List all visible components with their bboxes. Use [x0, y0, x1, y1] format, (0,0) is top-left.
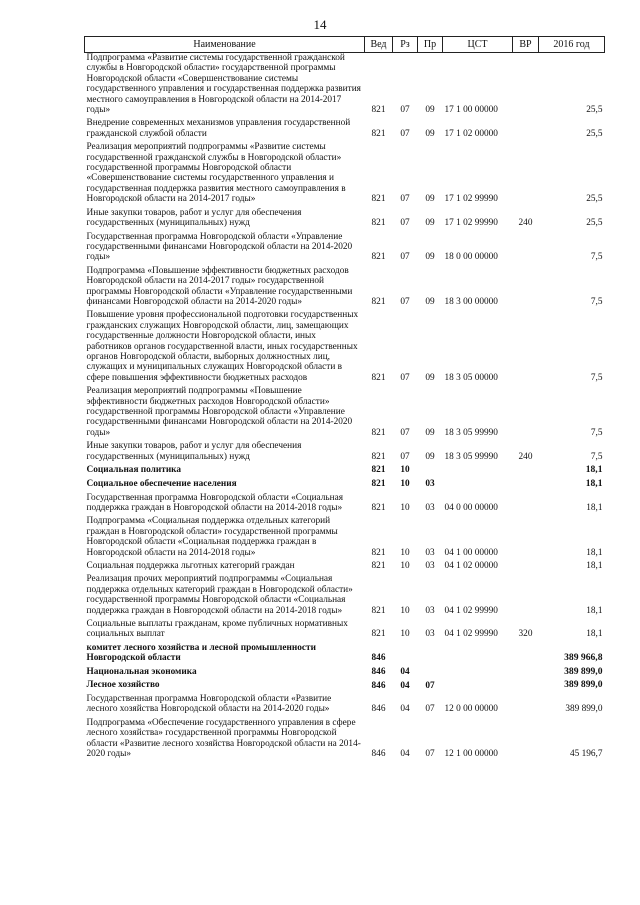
cell-name: Социальные выплаты гражданам, кроме публичных нормативных социальных выплат — [86, 618, 348, 640]
cell-ved: 821 — [371, 105, 386, 116]
cell-rz: 07 — [400, 105, 410, 116]
cell-vr — [513, 266, 539, 311]
header-vr: ВР — [513, 37, 539, 53]
header-rz: Рз — [393, 37, 418, 53]
cell-vr: 240 — [518, 451, 533, 462]
cell-vr — [513, 479, 539, 493]
cell-vr — [513, 465, 539, 479]
cell-name: Социальное обеспечение населения — [86, 478, 237, 489]
cell-cst: 04 1 02 99990 — [444, 605, 498, 616]
cell-rz: 04 — [400, 680, 410, 691]
cell-ved: 821 — [371, 465, 386, 476]
cell-name: Подпрограмма «Обеспечение государственного управления в сфере лесного хозяйства» государственной программы Новгородской области «Развитие лесного хозяйства Новгородской области на 2014-2020 годы» — [86, 717, 361, 760]
cell-ved: 846 — [371, 653, 386, 664]
cell-cst — [443, 667, 513, 681]
cell-vr — [513, 561, 539, 574]
cell-sum: 18,1 — [586, 502, 603, 513]
cell-sum: 18,1 — [586, 605, 603, 616]
cell-name: Внедрение современных механизмов управления государственной гражданской службой области — [86, 118, 351, 139]
cell-rz: 04 — [400, 749, 410, 760]
cell-pr: 09 — [425, 252, 435, 263]
cell-rz: 07 — [400, 296, 410, 307]
cell-rz: 07 — [400, 372, 410, 383]
table-row — [85, 561, 605, 574]
cell-ved: 821 — [371, 451, 386, 462]
table-row — [85, 465, 605, 479]
cell-sum: 25,5 — [586, 105, 603, 116]
cell-pr: 09 — [425, 218, 435, 229]
cell-pr: 03 — [425, 560, 435, 571]
cell-rz: 10 — [400, 629, 410, 640]
cell-cst — [443, 465, 513, 479]
cell-name: Государственная программа Новгородской области «Развитие лесного хозяйства Новгородской области на 2014-2020 годы» — [86, 694, 332, 715]
cell-sum: 18,1 — [586, 629, 603, 640]
cell-rz: 10 — [400, 479, 410, 490]
cell-ved: 821 — [371, 427, 386, 438]
cell-ved: 821 — [371, 128, 386, 139]
cell-rz: 10 — [400, 547, 410, 558]
table-row — [85, 118, 605, 142]
cell-sum: 45 196,7 — [569, 749, 603, 760]
cell-pr: 09 — [425, 128, 435, 139]
cell-name: Реализация мероприятий подпрограммы «Развитие системы государственной гражданской службы в Новгородской области» государственной программы Новгородской области «Совершенствование системы государственного управления и государственная поддержка развития местного самоуправления в Новгородской области на 2014-2017 годы» — [86, 142, 346, 205]
table-row — [85, 718, 605, 763]
header-year: 2016 год — [539, 37, 605, 53]
table-row — [85, 208, 605, 232]
cell-sum: 389 966,8 — [564, 651, 603, 663]
cell-vr: 240 — [518, 218, 533, 229]
header-ved: Вед — [365, 37, 393, 53]
page-number: 14 — [313, 17, 327, 32]
cell-vr — [513, 386, 539, 441]
header-name: Наименование — [85, 37, 365, 53]
cell-rz: 10 — [400, 560, 410, 571]
cell-cst: 17 1 00 00000 — [444, 105, 498, 116]
cell-cst: 12 0 00 00000 — [444, 704, 498, 715]
cell-sum: 389 899,0 — [564, 679, 603, 691]
cell-ved: 821 — [371, 479, 386, 490]
cell-cst: 04 0 00 00000 — [444, 502, 498, 513]
cell-ved: 821 — [371, 372, 386, 383]
cell-vr — [513, 516, 539, 561]
header-cst: ЦСТ — [443, 37, 513, 53]
cell-vr — [513, 574, 539, 619]
cell-ved: 821 — [371, 547, 386, 558]
table-header-row — [85, 37, 605, 53]
cell-vr — [513, 118, 539, 142]
cell-name: Реализация прочих мероприятий подпрограммы «Социальная поддержка отдельных категорий граждан в Новгородской области» государственной программы Новгородской области «Социальная поддержка граждан в Новгородской области на 2014-2018 годы» — [86, 574, 353, 616]
cell-vr — [513, 680, 539, 694]
cell-cst: 18 3 05 99990 — [444, 451, 498, 462]
cell-vr — [513, 142, 539, 207]
table-row — [85, 694, 605, 718]
header-pr: Пр — [418, 37, 443, 53]
cell-ved: 821 — [371, 194, 386, 205]
budget-table — [84, 36, 605, 763]
table-row — [85, 266, 605, 311]
cell-rz: 10 — [400, 502, 410, 513]
cell-sum: 18,1 — [586, 560, 603, 571]
cell-cst: 17 1 02 99990 — [444, 194, 498, 205]
cell-vr — [513, 53, 539, 119]
cell-cst: 18 3 05 99990 — [444, 427, 498, 438]
cell-rz: 10 — [400, 605, 410, 616]
cell-sum: 18,1 — [585, 477, 603, 489]
cell-pr — [418, 643, 443, 667]
cell-rz: 10 — [400, 465, 410, 476]
cell-rz: 07 — [400, 194, 410, 205]
cell-pr: 07 — [425, 704, 435, 715]
cell-sum: 18,1 — [585, 464, 603, 476]
cell-rz: 07 — [400, 128, 410, 139]
cell-pr: 03 — [425, 547, 435, 558]
cell-ved: 846 — [371, 704, 386, 715]
cell-ved: 821 — [371, 296, 386, 307]
cell-sum: 7,5 — [590, 296, 603, 307]
cell-cst — [443, 479, 513, 493]
cell-vr — [513, 667, 539, 681]
cell-sum: 25,5 — [586, 218, 603, 229]
cell-name: Социальная политика — [86, 465, 182, 476]
cell-ved: 821 — [371, 502, 386, 513]
cell-sum: 7,5 — [590, 451, 603, 462]
cell-ved: 821 — [371, 629, 386, 640]
cell-ved: 846 — [371, 749, 386, 760]
cell-vr — [513, 310, 539, 386]
cell-sum: 18,1 — [586, 547, 603, 558]
cell-sum: 25,5 — [586, 128, 603, 139]
cell-vr — [513, 643, 539, 667]
cell-vr — [513, 694, 539, 718]
table-row — [85, 386, 605, 441]
cell-name: Иные закупки товаров, работ и услуг для обеспечения государственных (муниципальных) нужд — [86, 441, 302, 462]
cell-pr — [418, 465, 443, 479]
table-row — [85, 142, 605, 207]
table-row — [85, 680, 605, 694]
cell-sum: 389 899,0 — [565, 704, 603, 715]
cell-sum: 7,5 — [590, 252, 603, 263]
cell-rz: 07 — [400, 451, 410, 462]
cell-name: Социальная поддержка льготных категорий граждан — [86, 560, 295, 571]
cell-rz: 04 — [400, 666, 410, 677]
cell-pr: 09 — [425, 296, 435, 307]
cell-cst: 18 3 00 00000 — [444, 296, 498, 307]
cell-name: Государственная программа Новгородской области «Социальная поддержка граждан в Новгородской области на 2014-2018 годы» — [86, 492, 344, 513]
cell-pr: 07 — [425, 749, 435, 760]
table-row — [85, 310, 605, 386]
cell-ved: 821 — [371, 218, 386, 229]
cell-sum: 25,5 — [586, 194, 603, 205]
cell-sum: 7,5 — [590, 427, 603, 438]
table-row — [85, 643, 605, 667]
table-row — [85, 574, 605, 619]
cell-ved: 821 — [371, 560, 386, 571]
table-row — [85, 441, 605, 465]
cell-pr: 09 — [425, 105, 435, 116]
cell-sum: 7,5 — [590, 372, 603, 383]
cell-cst: 17 1 02 99990 — [444, 218, 498, 229]
cell-vr — [513, 232, 539, 266]
cell-vr — [513, 493, 539, 517]
cell-name: Национальная экономика — [86, 666, 197, 677]
cell-cst: 04 1 02 00000 — [444, 560, 498, 571]
cell-pr: 09 — [425, 194, 435, 205]
cell-name: Подпрограмма «Развитие системы государственной гражданской службы в Новгородской области» государственной программы Новгородской области «Совершенствование системы государственного управления и государственная поддержка развития местного самоуправления в Новгородской области на 2014-2017 годы» — [86, 53, 361, 116]
cell-name: Лесное хозяйство — [86, 680, 160, 691]
cell-vr — [513, 718, 539, 763]
cell-name: Иные закупки товаров, работ и услуг для обеспечения государственных (муниципальных) нужд — [86, 207, 302, 229]
table-row — [85, 232, 605, 266]
cell-vr: 320 — [518, 629, 533, 640]
table-row — [85, 493, 605, 517]
cell-pr: 03 — [425, 605, 435, 616]
cell-rz: 07 — [400, 252, 410, 263]
cell-rz: 07 — [400, 427, 410, 438]
table-row — [85, 479, 605, 493]
cell-pr: 09 — [425, 451, 435, 462]
cell-cst: 04 1 00 00000 — [444, 547, 498, 558]
cell-ved: 846 — [371, 666, 386, 677]
cell-pr: 03 — [425, 502, 435, 513]
cell-ved: 821 — [371, 605, 386, 616]
cell-pr: 07 — [425, 680, 435, 691]
cell-name: Государственная программа Новгородской области «Управление государственными финансами Новгородской области на 2014-2020 годы» — [86, 231, 353, 263]
cell-pr: 09 — [425, 372, 435, 383]
cell-pr: 03 — [425, 629, 435, 640]
cell-name: Подпрограмма «Социальная поддержка отдельных категорий граждан в Новгородской области» государственной программы Новгородской области «Социальная поддержка граждан в Новгородской области на 2014-2018 годы» — [86, 516, 338, 558]
cell-rz: 04 — [400, 704, 410, 715]
cell-rz — [393, 643, 418, 667]
table-row — [85, 667, 605, 681]
cell-pr — [418, 667, 443, 681]
cell-sum: 389 899,0 — [564, 665, 603, 677]
cell-cst: 12 1 00 00000 — [444, 749, 498, 760]
cell-ved: 846 — [371, 680, 386, 691]
cell-pr: 03 — [425, 479, 435, 490]
table-row — [85, 53, 605, 119]
cell-rz: 07 — [400, 218, 410, 229]
cell-name: Повышение уровня профессиональной подготовки государственных гражданских служащих Новгородской области, лиц, замещающих государственные должности Новгородской области, иных работников органов государственной власти, иных государственных органов Новгородской области, выборных должностных лиц, служащих и муниципальных служащих Новгородской области в сфере повышения эффективности бюджетных расходов — [86, 310, 359, 383]
cell-name: Подпрограмма «Повышение эффективности бюджетных расходов Новгородской области на 2014-2017 годы» государственной программы Новгородской области «Управление государственными финансами Новгородской области на 2014-2020 годы» — [86, 265, 353, 307]
cell-cst — [443, 643, 513, 667]
cell-cst: 04 1 02 99990 — [444, 629, 498, 640]
cell-cst — [443, 680, 513, 694]
cell-cst: 18 3 05 00000 — [444, 372, 498, 383]
cell-name: комитет лесного хозяйства и лесной промышленности Новгородской области — [86, 642, 316, 664]
table-row — [85, 619, 605, 643]
cell-cst: 18 0 00 00000 — [444, 252, 498, 263]
cell-cst: 17 1 02 00000 — [444, 128, 498, 139]
cell-name: Реализация мероприятий подпрограммы «Повышение эффективности бюджетных расходов Новгородской области» государственной программы Новгородской области «Управление государственными финансами Новгородской области на 2014-2020 годы» — [86, 386, 353, 438]
table-row — [85, 516, 605, 561]
cell-pr: 09 — [425, 427, 435, 438]
cell-ved: 821 — [371, 252, 386, 263]
